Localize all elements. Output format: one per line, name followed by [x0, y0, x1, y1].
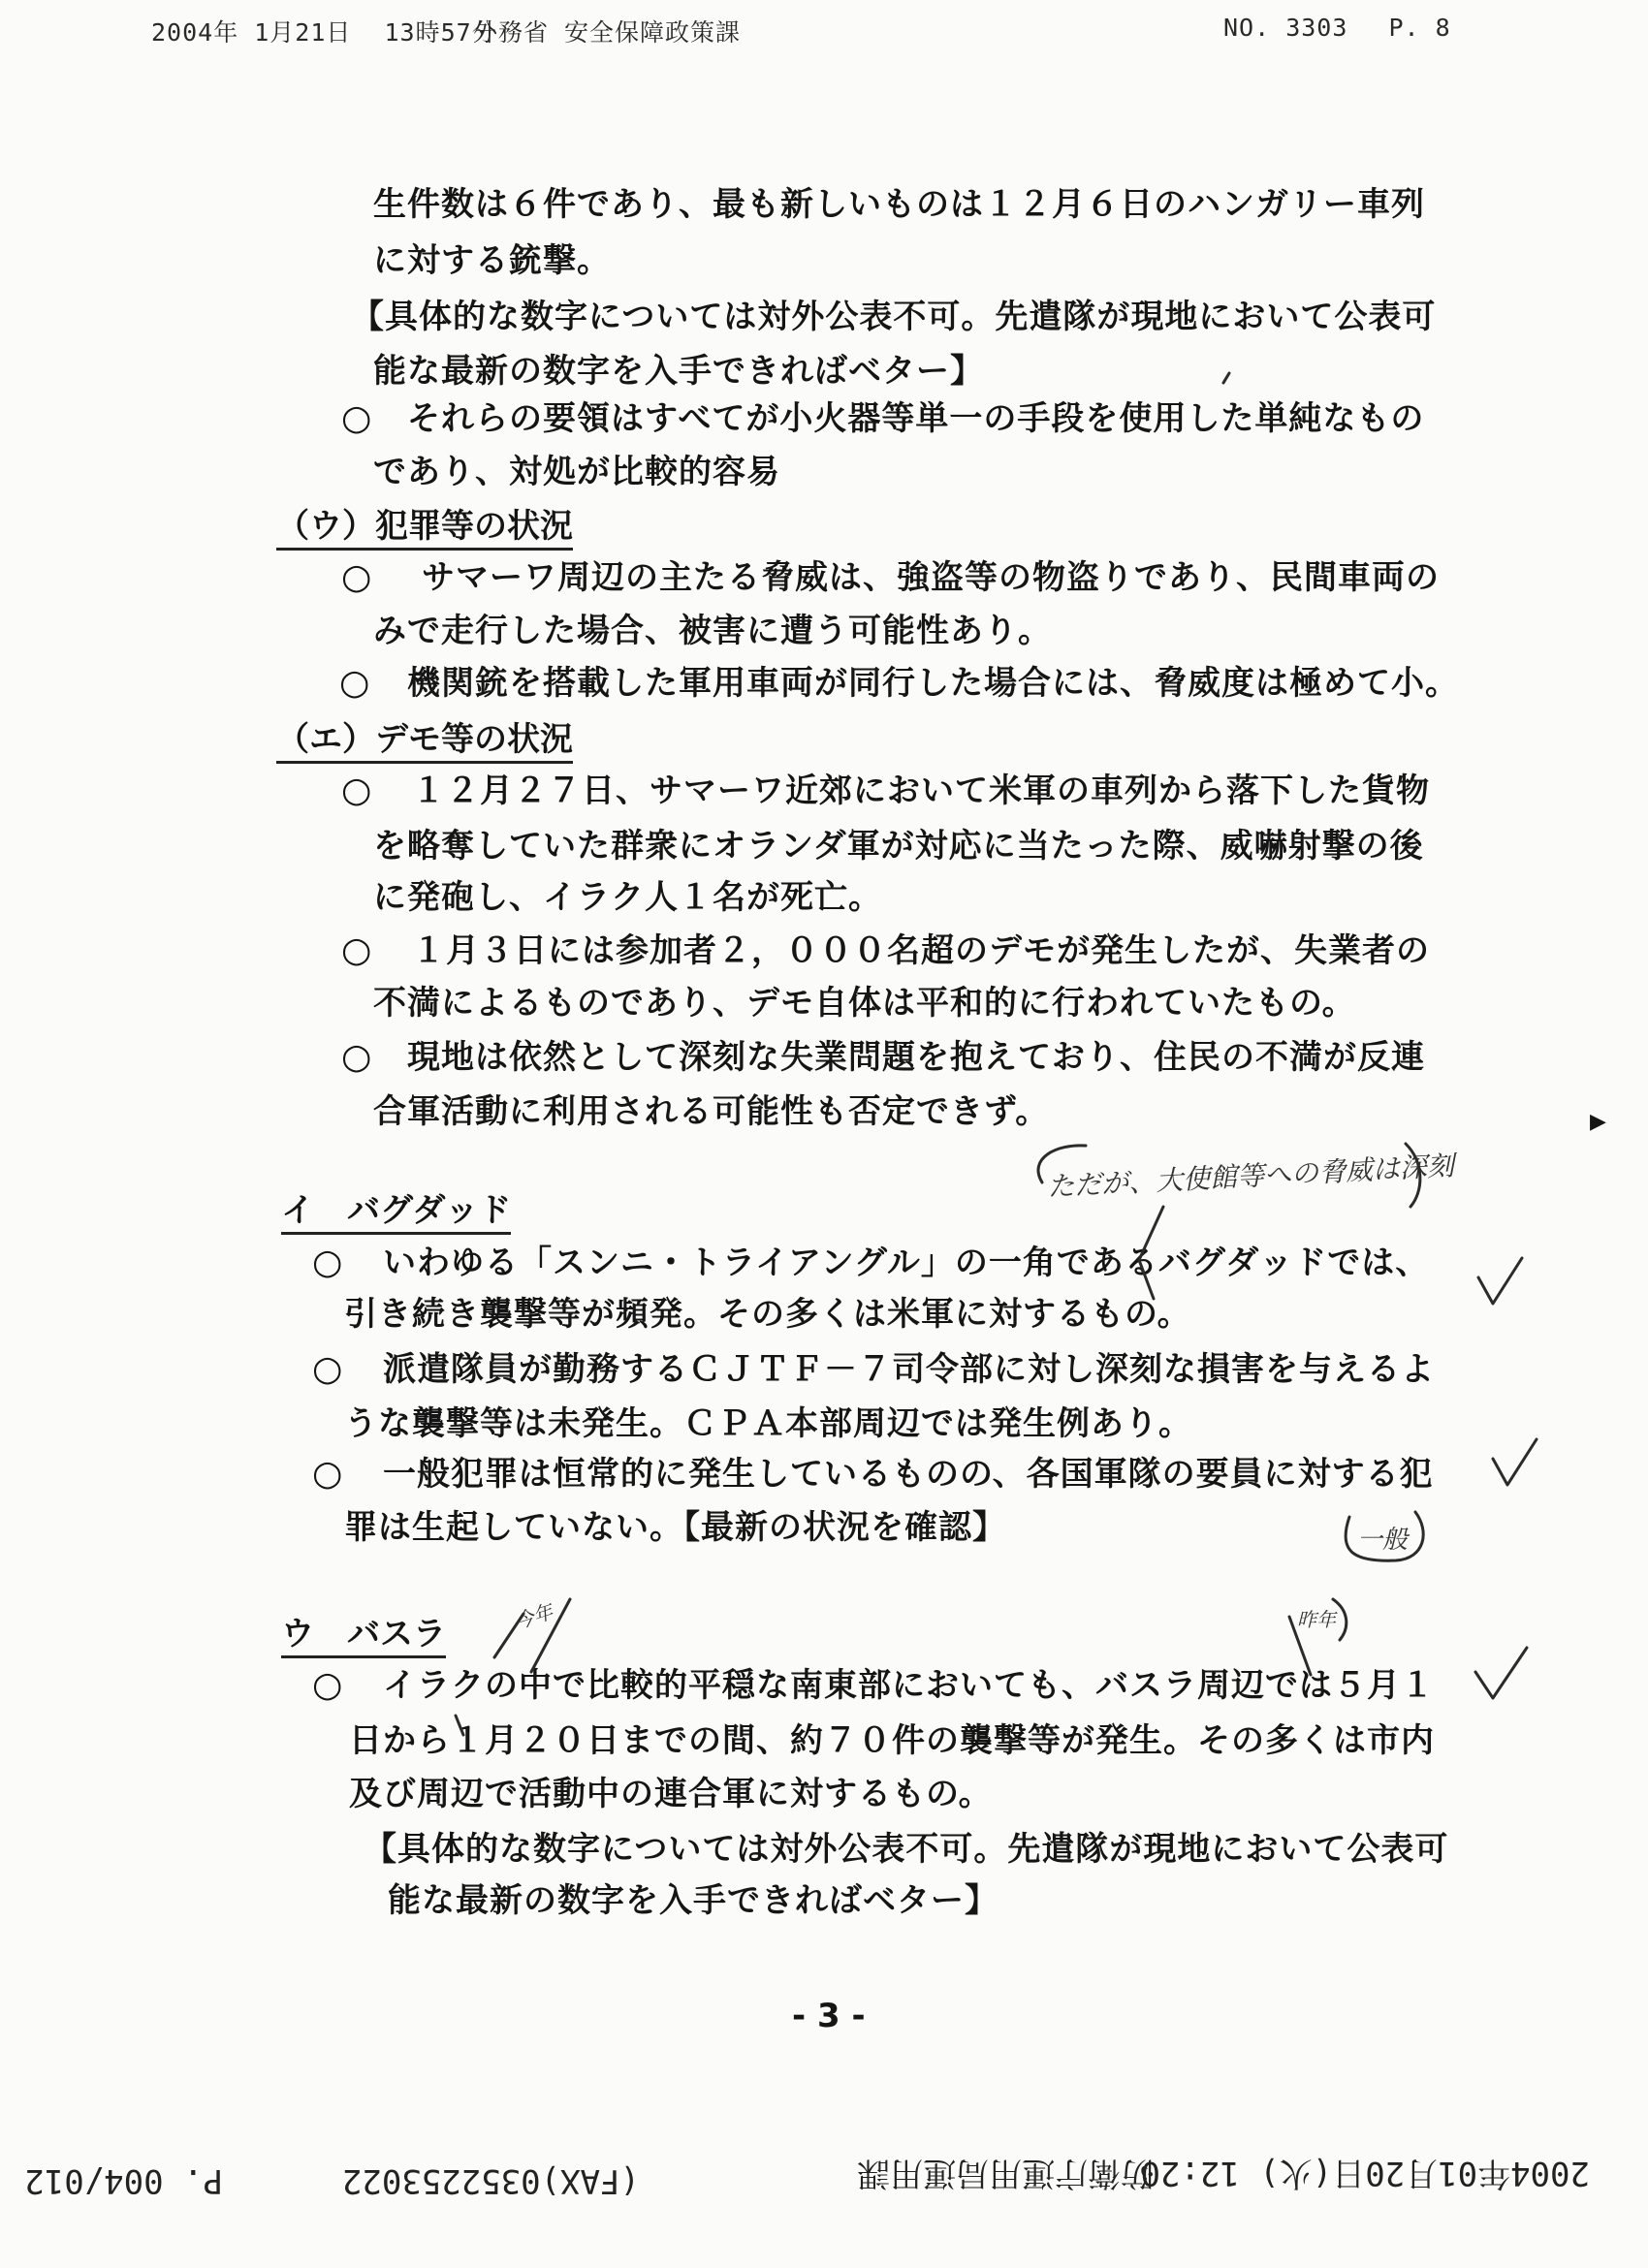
body-line: 機関銃を搭載した軍用車両が同行した場合には、脅威度は極めて小。 [407, 664, 1459, 703]
heading-crime: （ウ）犯罪等の状況 [276, 506, 573, 551]
body-line: 及び周辺で活動中の連合軍に対するもの。 [349, 1775, 993, 1813]
body-line: 現地は依然として深刻な失業問題を抱えており、住民の不満が反連 [407, 1038, 1425, 1077]
heading-demo: （エ）デモ等の状況 [276, 719, 573, 764]
body-line: いわゆる「スンニ・トライアングル」の一角であるバグダッドでは、 [383, 1244, 1430, 1282]
bullet-icon: ○ [341, 1037, 372, 1077]
fax-footer [24, 2150, 1590, 2208]
body-line: 派遣隊員が勤務するＣＪＴＦ－７司令部に対し深刻な損害を与えるよ [383, 1350, 1435, 1389]
page-number: - 3 - [792, 1997, 866, 2035]
note-bracket-mark [1038, 1146, 1086, 1182]
body-line: みで走行した場合、被害に遭う可能性あり。 [373, 612, 1052, 650]
fax-header-office: 外務省 安全保障政策課 [473, 18, 742, 47]
body-line: １月３日には参加者２，０００名超のデモが発生したが、失業者の [412, 931, 1430, 970]
bracket-mark [1333, 1599, 1347, 1640]
bullet-icon: ○ [312, 1243, 343, 1282]
fax-header-number: NO. 3303 [1223, 14, 1348, 42]
fax-footer-office: 防衛庁運用局運用課 [857, 2154, 1154, 2192]
body-line: 【具体的な数字については対外公表不可。先遣隊が現地において公表可 [364, 1830, 1449, 1869]
fax-header-date: 2004年 1月21日 [151, 18, 352, 47]
fax-header-page: P. 8 [1388, 14, 1451, 42]
slash-mark [494, 1614, 523, 1657]
fax-footer-page: P. 004/012 [24, 2161, 223, 2200]
handwritten-note: 昨年 [1297, 1608, 1336, 1631]
handwritten-note: 一般 [1357, 1526, 1409, 1555]
body-line: 能な最新の数字を入手できればベター】 [373, 352, 984, 391]
bullet-icon: ○ [339, 663, 370, 703]
body-line: 罪は生起していない。【最新の状況を確認】 [344, 1508, 1006, 1547]
side-arrow-icon: ▶ [1590, 1110, 1606, 1134]
body-line: うな襲撃等は未発生。ＣＰＡ本部周辺では発生例あり。 [344, 1404, 1192, 1443]
slash-mark [531, 1599, 570, 1672]
body-line: 能な最新の数字を入手できればベター】 [388, 1881, 998, 1920]
body-line: サマーワ周辺の主たる脅威は、強盗等の物盗りであり、民間車両の [422, 558, 1440, 597]
stray-mark [1223, 373, 1229, 383]
bullet-icon: ○ [312, 1665, 343, 1705]
heading-baghdad: イ バグダッド [281, 1190, 511, 1235]
body-line: それらの要領はすべてが小火器等単一の手段を使用した単純なもの [407, 399, 1425, 438]
body-line: 一般犯罪は恒常的に発生しているものの、各国軍隊の要員に対する犯 [383, 1455, 1434, 1494]
bullet-icon: ○ [312, 1349, 343, 1389]
fax-footer-datetime: 2004年01月20日(火) 12:20 [1140, 2154, 1590, 2192]
note-circle-mark [1346, 1512, 1423, 1560]
slash-mark [456, 1716, 463, 1735]
body-line: 不満によるものであり、デモ自体は平和的に行われていたもの。 [373, 984, 1356, 1023]
bullet-icon: ○ [341, 771, 372, 810]
note-bracket-mark [1406, 1144, 1420, 1207]
check-mark-icon [1475, 1648, 1527, 1698]
bracket-mark [1289, 1617, 1311, 1675]
body-line: 生件数は６件であり、最も新しいものは１２月６日のハンガリー車列 [373, 185, 1425, 224]
handwritten-note: 今年 [511, 1599, 556, 1634]
check-mark-icon [1493, 1439, 1537, 1485]
body-line: を略奪していた群衆にオランダ軍が対応に当たった際、威嚇射撃の後 [373, 827, 1424, 866]
bullet-icon: ○ [341, 398, 372, 438]
caret-mark [1139, 1207, 1163, 1299]
heading-basra: ウ バスラ [281, 1614, 446, 1658]
body-line: 合軍活動に利用される可能性も否定できず。 [373, 1092, 1050, 1131]
bullet-icon: ○ [312, 1454, 343, 1494]
handwritten-note: ただが、大使館等への脅威は深刻 [1046, 1150, 1455, 1203]
body-line: １２月２７日、サマーワ近郊において米軍の車列から落下した貨物 [412, 772, 1430, 810]
fax-header-time: 13時57分 [384, 18, 497, 47]
body-line: 日から１月２０日までの間、約７０件の襲撃等が発生。その多くは市内 [349, 1721, 1435, 1760]
fax-footer-number: (FAX)0352253022 [341, 2161, 640, 2200]
body-line: に対する銃撃。 [373, 241, 611, 280]
body-line: イラクの中で比較的平穏な南東部においても、バスラ周辺では５月１ [383, 1666, 1435, 1705]
bullet-icon: ○ [341, 930, 372, 970]
body-line: 引き続き襲撃等が頻発。その多くは米軍に対するもの。 [344, 1295, 1191, 1334]
bullet-icon: ○ [341, 557, 372, 597]
check-mark-icon [1478, 1258, 1522, 1304]
body-line: であり、対処が比較的容易 [373, 453, 780, 491]
body-line: に発砲し、イラク人１名が死亡。 [373, 878, 882, 917]
body-line: 【具体的な数字については対外公表不可。先遣隊が現地において公表可 [351, 298, 1437, 336]
